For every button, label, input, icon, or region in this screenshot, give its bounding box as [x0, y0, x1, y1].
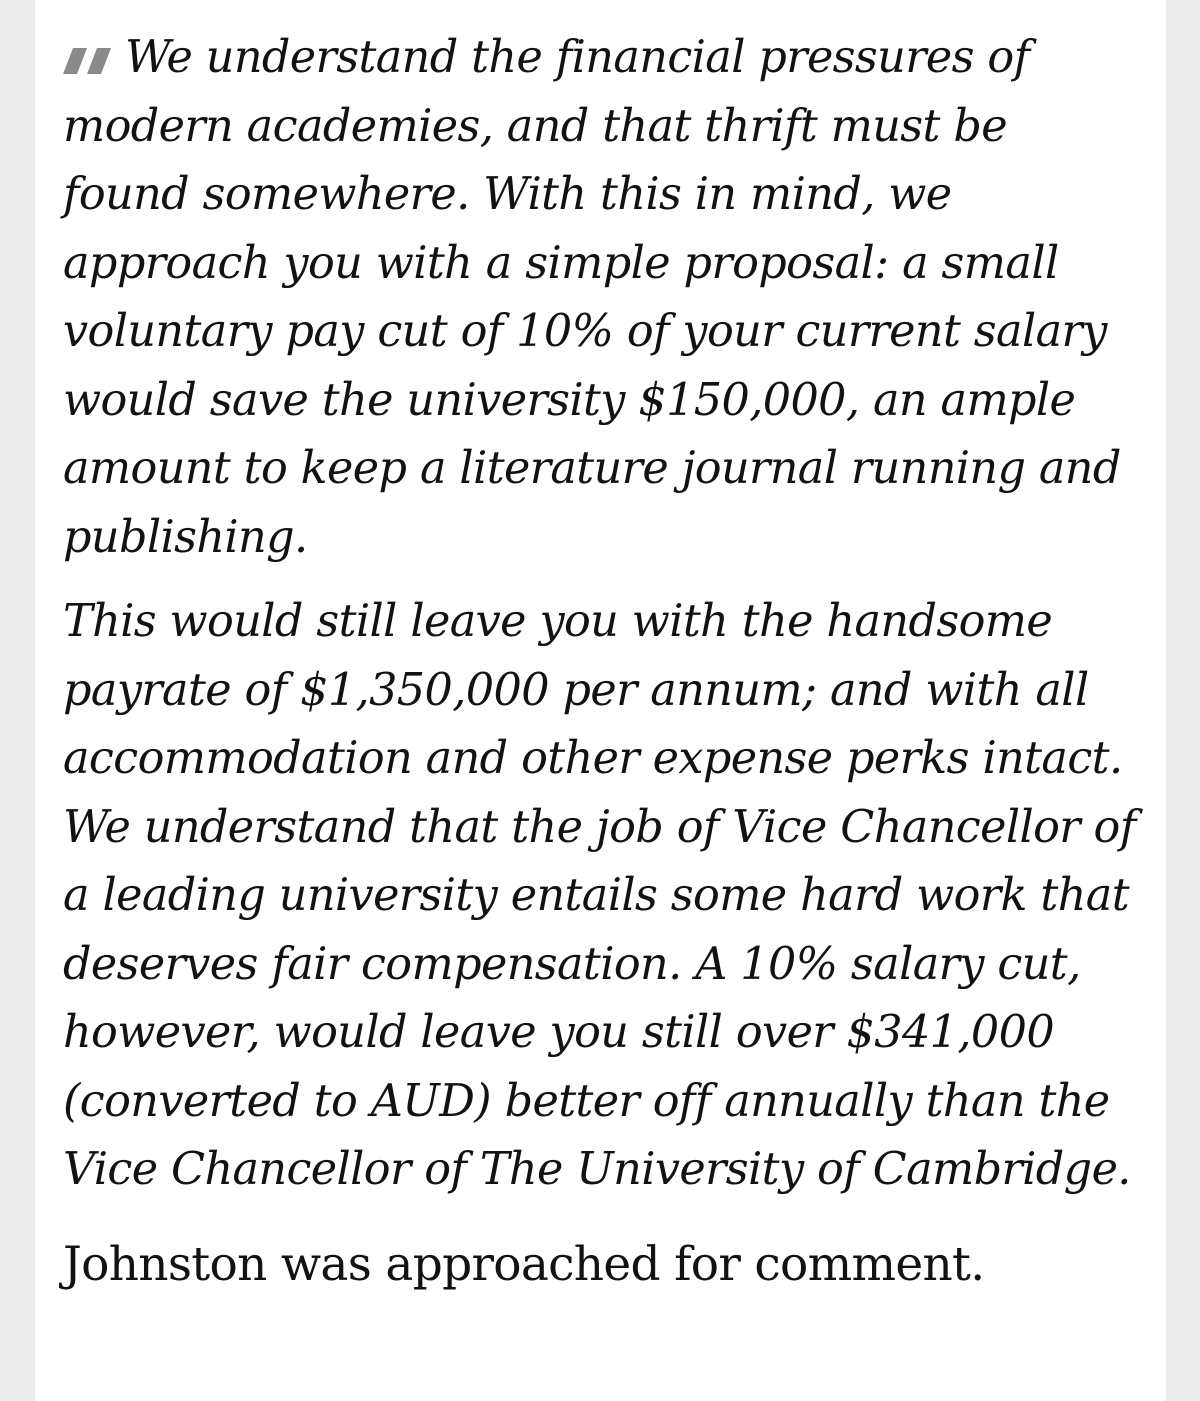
quote-paragraph [63, 24, 1138, 572]
pull-quote [63, 24, 1138, 1205]
quote-paragraph: This would still leave you with the handsome payrate of $1,350,000 per annum; and with all accommodation and other expense perks intact. We understand that the job of Vice Chancellor of a leading university entails some hard work that deserves fair compensation. A 10% salary cut, however, would leave you still over $341,000 (converted to AUD) better off annually than the Vice Chancellor of The University of Cambridge. [63, 596, 1136, 1195]
quote-paragraph-text: We understand the financial pressures of modern academies, and that thrift must be found somewhere. With this in mind, we approach you with a simple proposal: a small voluntary pay cut of 10% of your current salary would save the university $150,000, an ample amount to keep a literature journal running and publishing. [63, 32, 1121, 563]
quote-mark-icon [63, 32, 125, 72]
closing-paragraph: Johnston was approached for comment. [63, 1236, 985, 1292]
article-content [35, 0, 1166, 1401]
